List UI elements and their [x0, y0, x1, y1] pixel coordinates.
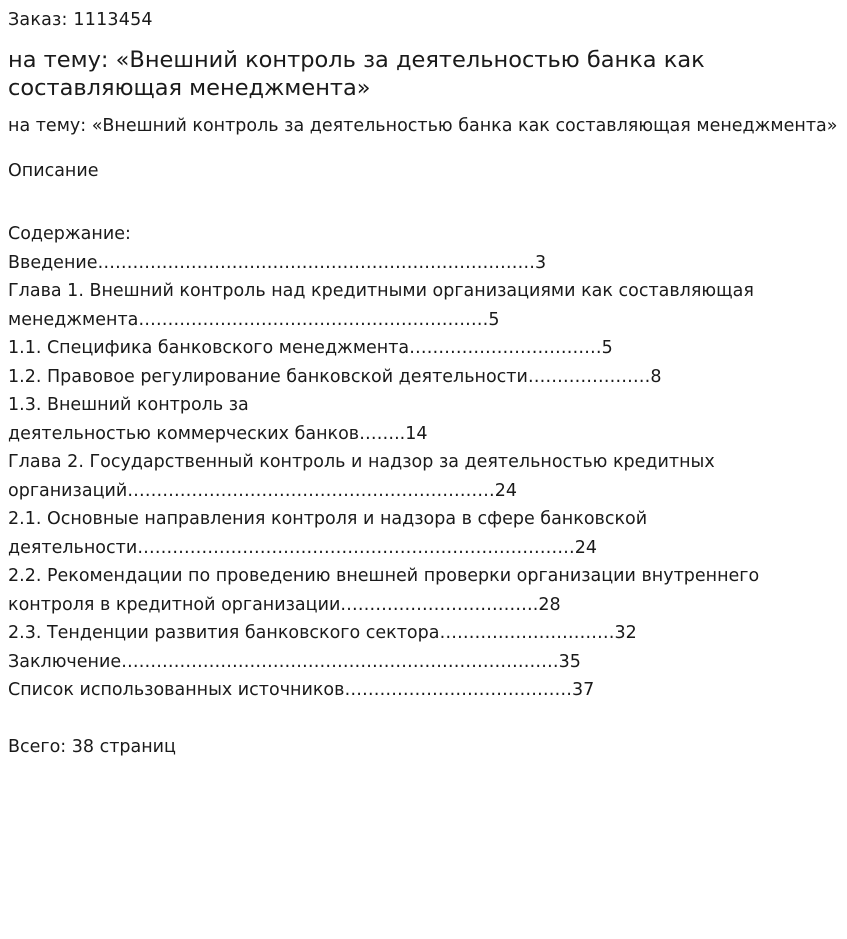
toc-item: 2.2. Рекомендации по проведению внешней проверки организации внутреннего контроля в кредитной организации…………………………….28 [8, 566, 760, 615]
toc-item: Глава 2. Государственный контроль и надзор за деятельностью кредитных организаций………………………………………………………24 [8, 452, 715, 501]
contents-heading: Содержание: [8, 224, 131, 244]
page-count: Всего: 38 страниц [8, 737, 176, 757]
toc-item: Заключение…………………………………………………………………35 [8, 651, 581, 672]
toc-item: Глава 1. Внешний контроль над кредитными организациями как составляющая менеджмента……………………………………………………5 [8, 281, 754, 330]
subtitle: на тему: «Внешний контроль за деятельностью банка как составляющая менеджмента» [8, 116, 838, 136]
toc-item: деятельностью коммерческих банков……..14 [8, 423, 428, 444]
toc-item: 2.1. Основные направления контроля и надзора в сфере банковской деятельности…………………………………………………………………24 [8, 509, 648, 558]
toc-item: Введение…………………………………………………………………3 [8, 252, 547, 273]
order-number: Заказ: 1113454 [8, 10, 153, 30]
toc-item: 1.2. Правовое регулирование банковской деятельности…………………8 [8, 366, 662, 387]
toc-item: Список использованных источников…………………………………37 [8, 680, 595, 700]
table-of-contents [8, 220, 839, 762]
page-title: на тему: «Внешний контроль за деятельностью банка как составляющая менеджмента» [8, 47, 705, 101]
toc-item: 1.3. Внешний контроль за [8, 395, 249, 415]
spacer [8, 705, 839, 734]
toc-item: 1.1. Специфика банковского менеджмента……………………………5 [8, 338, 613, 358]
description-heading: Описание [8, 161, 99, 181]
toc-item: 2.3. Тенденции развития банковского сектора…………………………32 [8, 623, 637, 643]
